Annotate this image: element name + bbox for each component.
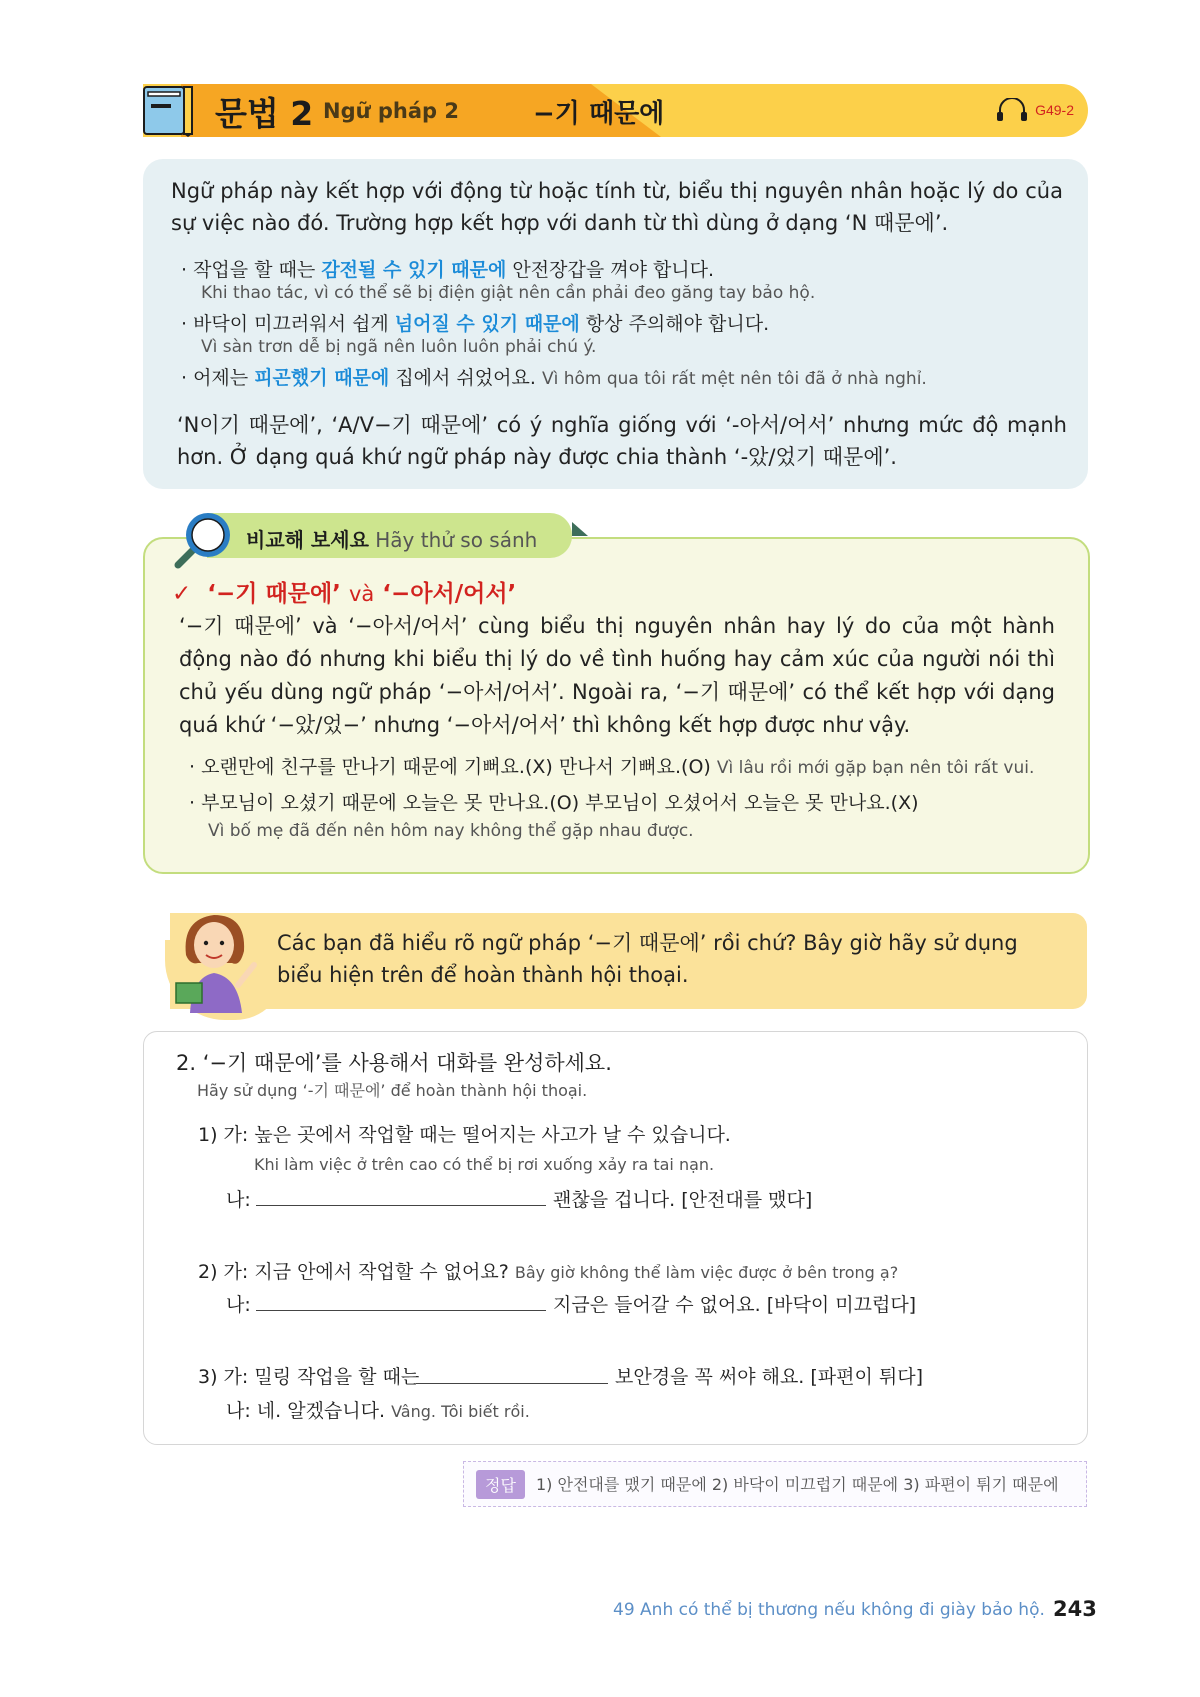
compare-example-2-translation: Vì bố mẹ đã đến nên hôm nay không thể gặp nhau được. (208, 821, 694, 841)
example-highlight: 피곤했기 때문에 (254, 367, 390, 389)
example-sentence-2: · 바닥이 미끄러워서 쉽게 넘어질 수 있기 때문에 항상 주의해야 합니다. (181, 313, 770, 335)
page-number: 243 (1053, 1597, 1097, 1621)
audio-track[interactable] (995, 98, 1074, 122)
question-3-na-translation: Vâng. Tôi biết rồi. (391, 1402, 530, 1421)
grammar-header (143, 84, 1088, 137)
question-2-ga: 2) 가: 지금 안에서 작업할 수 없어요? Bây giờ không thể làm việc được ở bên trong ạ? (198, 1261, 899, 1283)
example-highlight: 넘어질 수 있기 때문에 (394, 313, 580, 335)
example-translation-3: Vì hôm qua tôi rất mệt nên tôi đã ở nhà nghỉ. (541, 369, 927, 389)
question-1-na-rest: 괜찮을 겁니다. [안전대를 맸다] (553, 1189, 813, 1211)
teacher-illustration (168, 903, 268, 1013)
question-1-ga: 1) 가: 높은 곳에서 작업할 때는 떨어지는 사고가 날 수 있습니다. (198, 1124, 731, 1146)
exercise-subtitle: Hãy sử dụng ‘-기 때문에’ để hoàn thành hội thoại. (197, 1081, 588, 1100)
question-3-ga-post: 보안경을 꼭 써야 해요. [파편이 튀다] (615, 1366, 924, 1388)
grammar-number-title: 문법 2 (215, 94, 314, 133)
answer-key (463, 1461, 1087, 1507)
compare-explanation: ‘−기 때문에’ và ‘−아서/어서’ cùng biểu thị nguyên nhân hay lý do của một hành động nào đó nhưng khi biểu thị lý do về tình huống hay cảm xúc của người nói thì chủ yếu dùng ngữ pháp ‘−아서/어서’. Ngoài ra, ‘−기 때문에’ có thể kết hợp với dạng quá khứ ‘−았/었−’ nhưng ‘−아서/어서’ thì không kết hợp được như vậy. (179, 614, 1055, 737)
headphones-icon (995, 98, 1029, 122)
compare-tab-fold (572, 522, 588, 536)
question-2-na-label: 나: (226, 1294, 251, 1316)
explanation-note: ‘N이기 때문에’, ‘A/V−기 때문에’ có ý nghĩa giống với ‘-아서/어서’ nhưng mức độ mạnh hơn. Ở dạng quá khứ ngữ pháp này được chia thành ‘-았/었기 때문에’. (177, 413, 1067, 469)
answer-key-label: 정답 (476, 1470, 525, 1499)
compare-example-1: · 오랜만에 친구를 만나기 때문에 기뻐요.(X) 만나서 기뻐요.(O) Vì lâu rồi mới gặp bạn nên tôi rất vui. (189, 756, 1035, 778)
grammar-explanation-box (143, 159, 1088, 489)
answer-blank-1[interactable] (256, 1205, 546, 1206)
compare-example-2: · 부모님이 오셨기 때문에 오늘은 못 만나요.(O) 부모님이 오셨어서 오늘은 못 만나요.(X) (189, 792, 919, 814)
footer-lesson-title: 49 Anh có thể bị thương nếu không đi giày bảo hộ. (613, 1600, 1045, 1620)
question-2-translation: Bây giờ không thể làm việc được ở bên trong ạ? (514, 1263, 899, 1282)
teacher-prompt-text: Các bạn đã hiểu rõ ngữ pháp ‘−기 때문에’ rồi chứ? Bây giờ hãy sử dụng biểu hiện trên để hoàn thành hội thoại. (277, 931, 1018, 987)
explanation-intro: Ngữ pháp này kết hợp với động từ hoặc tính từ, biểu thị nguyên nhân hoặc lý do của sự việc nào đó. Trường hợp kết hợp với danh từ thì dùng ở dạng ‘N 때문에’. (171, 179, 1063, 235)
grammar-number-subtitle: Ngữ pháp 2 (323, 99, 459, 123)
example-highlight: 감전될 수 있기 때문에 (321, 259, 507, 281)
audio-track-code: G49-2 (1035, 102, 1074, 118)
grammar-pattern: −기 때문에 (533, 99, 665, 129)
question-3-ga-pre: 3) 가: 밀링 작업을 할 때는 (198, 1366, 420, 1388)
example-sentence-3: · 어제는 피곤했기 때문에 집에서 쉬었어요. Vì hôm qua tôi rất mệt nên tôi đã ở nhà nghỉ. (181, 367, 927, 389)
answer-blank-3[interactable] (416, 1383, 608, 1384)
book-icon (143, 84, 193, 137)
check-mark-icon: ✓ (172, 581, 192, 607)
question-1-na-label: 나: (226, 1189, 251, 1211)
answer-key-text: 1) 안전대를 맸기 때문에 2) 바닥이 미끄럽기 때문에 3) 파편이 튀기 때문에 (536, 1475, 1059, 1494)
magnifier-icon (170, 507, 236, 573)
example-translation-1: Khi thao tác, vì có thể sẽ bị điện giật nên cần phải đeo găng tay bảo hộ. (201, 283, 816, 303)
exercise-title: 2. ‘−기 때문에’를 사용해서 대화를 완성하세요. (176, 1051, 612, 1075)
compare-heading: ✓ ‘−기 때문에’ và ‘−아서/어서’ (172, 581, 517, 607)
question-3-na: 나: 네. 알겠습니다. Vâng. Tôi biết rồi. (226, 1400, 530, 1422)
question-1-translation: Khi làm việc ở trên cao có thể bị rơi xuống xảy ra tai nạn. (254, 1155, 715, 1174)
example-translation-2: Vì sàn trơn dễ bị ngã nên luôn luôn phải chú ý. (201, 337, 597, 357)
example-sentence-1: · 작업을 할 때는 감전될 수 있기 때문에 안전장갑을 껴야 합니다. (181, 259, 715, 281)
compare-tab-label: 비교해 보세요 Hãy thử so sánh (246, 528, 538, 552)
question-2-na-rest: 지금은 들어갈 수 없어요. [바닥이 미끄럽다] (553, 1294, 917, 1316)
answer-blank-2[interactable] (256, 1310, 546, 1311)
